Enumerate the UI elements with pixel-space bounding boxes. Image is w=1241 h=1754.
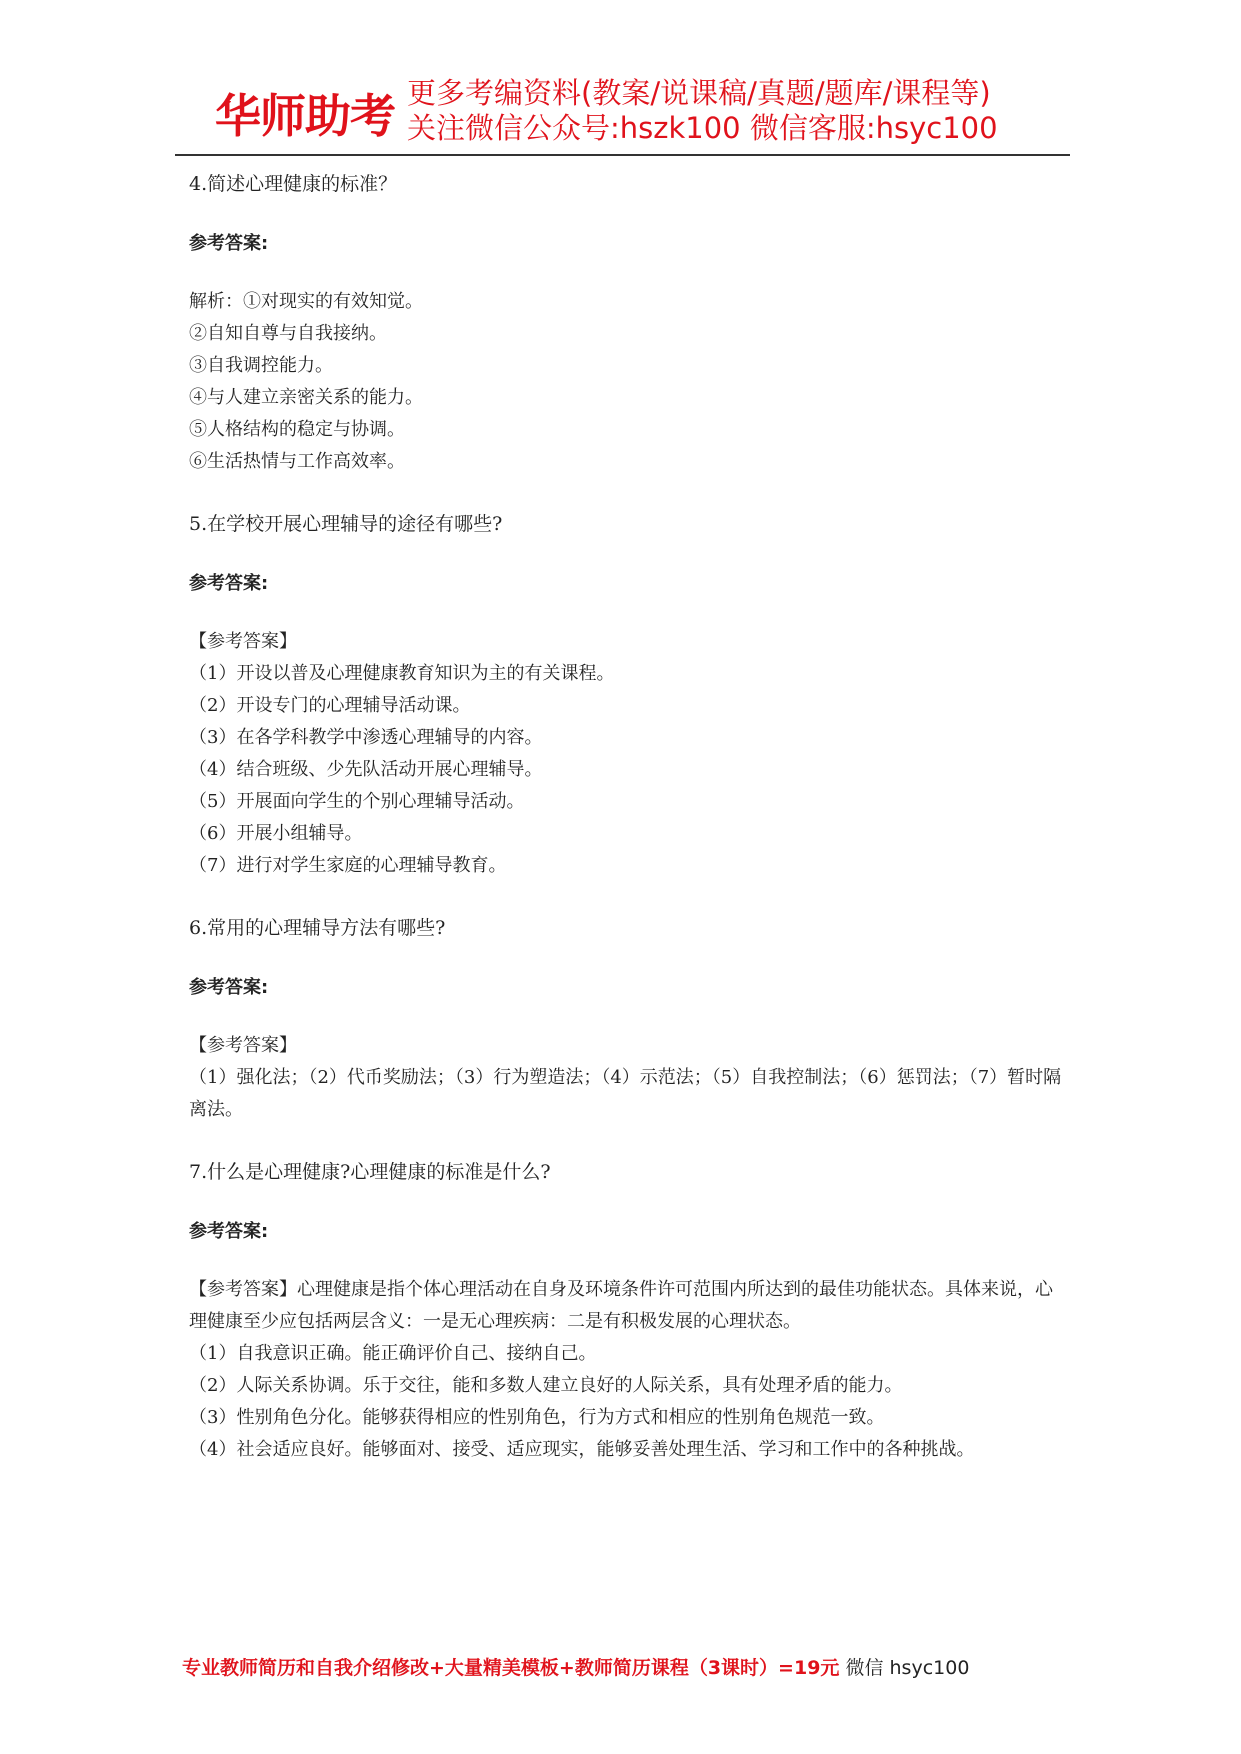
answer-line: ③自我调控能力。 <box>189 355 333 376</box>
answer-line: （2）开设专门的心理辅导活动课。 <box>189 695 471 716</box>
footer-promo: 专业教师简历和自我介绍修改+大量精美模板+教师简历课程（3课时）=19元 <box>182 1657 840 1679</box>
answer-line: （7）进行对学生家庭的心理辅导教育。 <box>189 855 507 876</box>
answer-7 <box>189 1274 1069 1466</box>
answer-line: （5）开展面向学生的个别心理辅导活动。 <box>189 791 525 812</box>
answer-line: （3）性别角色分化。能够获得相应的性别角色，行为方式和相应的性别角色规范一致。 <box>189 1407 885 1428</box>
question-4: 4.简述心理健康的标准？ <box>189 173 398 195</box>
banner-line-2: 关注微信公众号:hszk100 微信客服:hsyc100 <box>407 111 998 145</box>
answer-label-7: 参考答案: <box>189 1221 269 1242</box>
answer-label-4: 参考答案: <box>189 233 269 254</box>
header-banner <box>407 76 998 146</box>
answer-label-6: 参考答案: <box>189 977 269 998</box>
answer-line: ⑤人格结构的稳定与协调。 <box>189 419 405 440</box>
brand-logo-text: 华师助考 <box>215 89 395 143</box>
footer-wechat: 微信 hsyc100 <box>839 1657 970 1679</box>
answer-line: （1）开设以普及心理健康教育知识为主的有关课程。 <box>189 663 615 684</box>
answer-line: （6）开展小组辅导。 <box>189 823 363 844</box>
banner-line-1: 更多考编资料(教案/说课稿/真题/题库/课程等) <box>407 76 991 110</box>
answer-label-5: 参考答案: <box>189 573 269 594</box>
answer-line: 【参考答案】 <box>189 1035 297 1056</box>
document-body <box>189 168 1069 1466</box>
answer-line: 【参考答案】心理健康是指个体心理活动在自身及环境条件许可范围内所达到的最佳功能状态。具体来说，心理健康至少应包括两层含义：一是无心理疾病：二是有积极发展的心理状态。 <box>189 1279 1053 1332</box>
page-header <box>175 68 1070 156</box>
answer-line: ⑥生活热情与工作高效率。 <box>189 451 405 472</box>
question-7: 7.什么是心理健康?心理健康的标准是什么? <box>189 1161 551 1183</box>
answer-5 <box>189 626 1069 882</box>
page-footer <box>182 1654 969 1682</box>
answer-line: 解析：①对现实的有效知觉。 <box>189 291 423 312</box>
answer-line: （1）自我意识正确。能正确评价自己、接纳自己。 <box>189 1343 597 1364</box>
question-6: 6.常用的心理辅导方法有哪些? <box>189 917 446 939</box>
answer-line: ②自知自尊与自我接纳。 <box>189 323 387 344</box>
answer-line: （4）社会适应良好。能够面对、接受、适应现实，能够妥善处理生活、学习和工作中的各种挑战。 <box>189 1439 975 1460</box>
answer-line: （1）强化法；（2）代币奖励法；（3）行为塑造法；（4）示范法；（5）自我控制法；（6）惩罚法；（7）暂时隔离法。 <box>189 1067 1062 1120</box>
answer-line: （2）人际关系协调。乐于交往，能和多数人建立良好的人际关系，具有处理矛盾的能力。 <box>189 1375 903 1396</box>
answer-6 <box>189 1030 1069 1126</box>
answer-line: 【参考答案】 <box>189 631 297 652</box>
question-5: 5.在学校开展心理辅导的途径有哪些? <box>189 513 503 535</box>
answer-line: （3）在各学科教学中渗透心理辅导的内容。 <box>189 727 543 748</box>
answer-4 <box>189 286 1069 478</box>
answer-line: （4）结合班级、少先队活动开展心理辅导。 <box>189 759 543 780</box>
answer-line: ④与人建立亲密关系的能力。 <box>189 387 423 408</box>
